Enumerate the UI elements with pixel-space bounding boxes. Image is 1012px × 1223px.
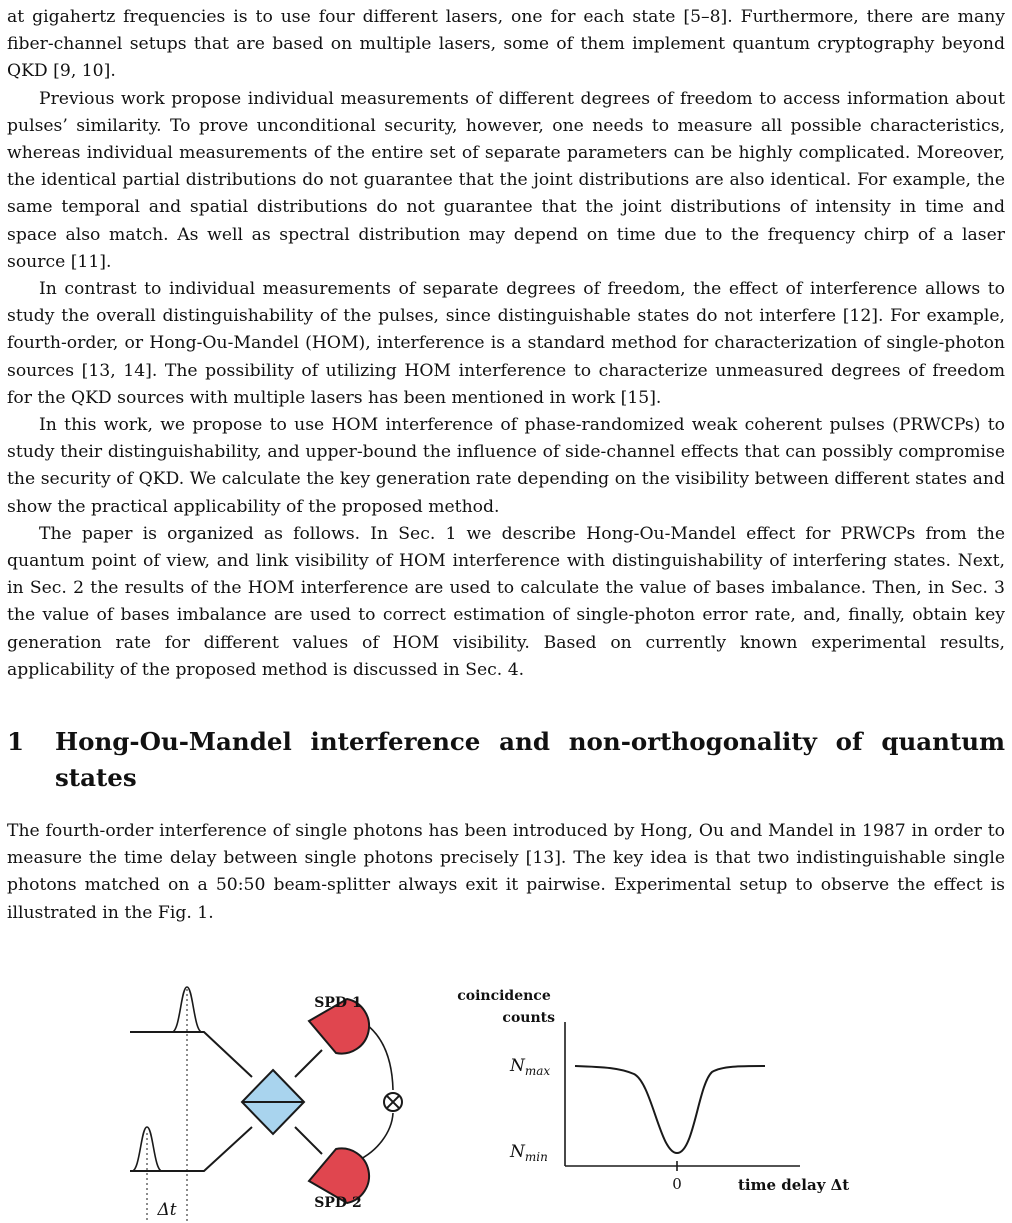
figure-svg [0,975,1012,1223]
output-path-upper [295,1050,322,1077]
hom-dip-plot [457,988,849,1194]
figure-1 [0,975,1012,1223]
lower-input-path [130,1127,252,1171]
spd2-label: SPD 2 [314,1195,362,1211]
x-tick-label: 0 [672,1175,682,1193]
nmax-label: $N_{max}$ [510,1056,551,1078]
section-paragraph: The fourth-order interference of single photons has been introduced by Hong, Ou and Mandel in 1987 in order to measure the time delay between single photons precisely [13]. The key idea is that two indistinguishable single photons matched on a 50:50 beam-splitter always exit it pairwise. Experimental setup to observe the effect is illustrated in the Fig. 1. [7,821,1005,923]
section-body [7,818,1005,927]
spd1-label: SPD 1 [314,995,362,1011]
hom-dip-curve [575,1066,765,1153]
paper-page [7,0,1005,923]
y-axis-label-line2: counts [502,1010,555,1026]
paragraph-3: In contrast to individual measurements of separate degrees of freedom, the effect of interference allows to study the overall distinguishability of the pulses, since distinguishable states do not interfere [12]. For example, fourth-order, or Hong-Ou-Mandel (HOM), interference is a standard method for characterization of single-photon sources [13, 14]. The possibility of utilizing HOM interference to characterize unmeasured degrees of freedom for the QKD sources with multiple lasers has been mentioned in work [15]. [7,279,1005,408]
paragraph-4: In this work, we propose to use HOM interference of phase-randomized weak coherent pulses (PRWCPs) to study their distinguishability, and upper-bound the influence of side-channel effects that can possibly compromise the security of QKD. We calculate the key generation rate depending on the visibility between different states and show the practical applicability of the proposed method. [7,415,1005,517]
x-axis-label: time delay Δt [738,1176,850,1194]
paragraph-5: The paper is organized as follows. In Sec. 1 we describe Hong-Ou-Mandel effect for PRWCPs from the quantum point of view, and link visibility of HOM interference with distinguishability of interfering states. Next, in Sec. 2 the results of the HOM interference are used to calculate the value of bases imbalance. Then, in Sec. 3 the value of bases imbalance are used to correct estimation of single-photon error rate, and, finally, obtain key generation rate for different values of HOM visibility. Based on currently known experimental results, applicability of the proposed method is discussed in Sec. 4. [7,523,1005,680]
coincidence-circuit-icon [384,1093,402,1111]
y-axis-label-line1: coincidence [457,988,551,1004]
paragraph-2: Previous work propose individual measurements of different degrees of freedom to access information about pulses’ similarity. To prove unconditional security, however, one needs to measure all possible characteristics, whereas individual measurements of the entire set of separate parameters can be highly complicated. Moreover, the identical partial distributions do not guarantee that the joint distributions are also identical. For example, the same temporal and spatial distributions do not guarantee that the joint distributions of intensity in time and space also match. As well as spectral distribution may depend on time due to the frequency chirp of a laser source [11]. [7,88,1005,272]
output-path-lower [295,1127,322,1154]
delay-label: Δt [157,1200,177,1220]
nmin-label: $N_{min}$ [510,1142,548,1164]
section-number: 1 [7,727,25,756]
section-title: Hong-Ou-Mandel interference and non-orthogonality of quantum states [55,727,1005,792]
upper-input-path [130,1032,252,1077]
section-heading [7,724,1005,796]
paragraph-1: at gigahertz frequencies is to use four different lasers, one for each state [5–8]. Furthermore, there are many fiber-channel setups that are based on multiple lasers, some of them implement quantum cryptography beyond QKD [9, 10]. [7,7,1005,82]
beam-splitter [242,1070,304,1134]
